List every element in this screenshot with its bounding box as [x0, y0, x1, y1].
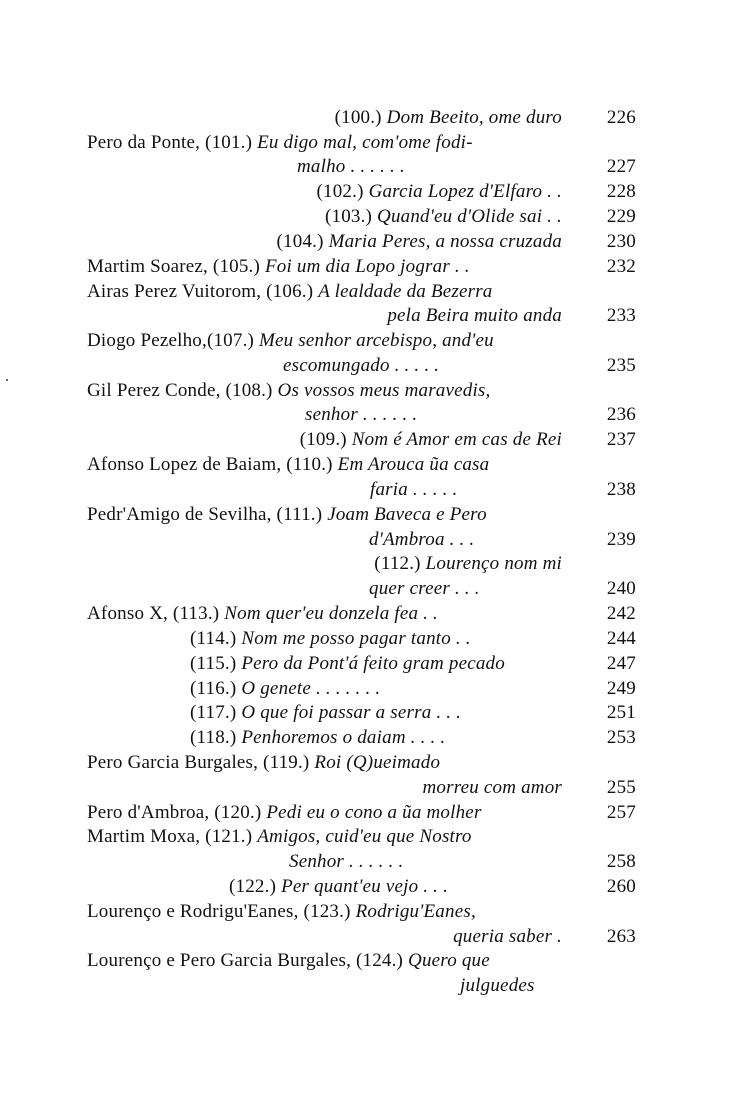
entry-title: Nom me posso pagar tanto . . — [241, 628, 471, 649]
entry-title: quer creer . . . — [369, 578, 480, 599]
toc-line — [0, 627, 749, 651]
entry-lead: (112.) — [374, 553, 426, 574]
toc-line — [0, 875, 749, 899]
entry-text — [190, 701, 461, 725]
entry-lead: Afonso X, (113.) — [87, 603, 225, 624]
page-number: 242 — [606, 603, 636, 624]
page-number: 247 — [606, 653, 636, 674]
entry-title: Pedi eu o cono a ũa molher — [266, 802, 482, 823]
page-number: 249 — [606, 678, 636, 699]
toc-line — [0, 379, 749, 403]
entry-lead: (118.) — [190, 727, 242, 748]
entry-text — [87, 825, 472, 849]
entry-title: Roi (Q)ueimado — [314, 752, 441, 773]
toc-line — [0, 776, 749, 800]
toc-line — [0, 280, 749, 304]
entry-text — [277, 230, 562, 254]
toc-line — [0, 528, 749, 552]
entry-title: Nom é Amor em cas de Rei — [351, 429, 562, 450]
entry-title: Quand'eu d'Olide sai . . — [377, 206, 562, 227]
entry-lead: Pero Garcia Burgales, (119.) — [87, 752, 315, 773]
toc-line — [0, 701, 749, 725]
toc-line — [0, 106, 749, 130]
entry-title: Dom Beeito, ome duro — [386, 107, 562, 128]
entry-lead: Lourenço e Pero Garcia Burgales, (124.) — [87, 950, 409, 971]
entry-title: O que foi passar a serra . . . — [241, 702, 462, 723]
entry-lead: Diogo Pezelho,(107.) — [87, 330, 259, 351]
entry-lead: (104.) — [276, 231, 329, 252]
entry-title: escomungado . . . . . — [283, 355, 440, 376]
entry-title: Lourenço nom mi — [425, 553, 562, 574]
toc-line — [0, 453, 749, 477]
toc-line — [0, 577, 749, 601]
entry-text — [87, 280, 493, 304]
entry-text — [335, 106, 562, 130]
toc-line — [0, 949, 749, 973]
entry-lead: (116.) — [190, 678, 242, 699]
entry-lead: (117.) — [190, 702, 242, 723]
toc-line — [0, 825, 749, 849]
page-number: 257 — [606, 802, 636, 823]
toc-line — [0, 974, 749, 998]
entry-text — [374, 552, 562, 576]
entry-title: Amigos, cuid'eu que Nostro — [257, 826, 472, 847]
entry-lead: Airas Perez Vuitorom, (106.) — [87, 281, 319, 302]
entry-lead: Gil Perez Conde, (108.) — [87, 380, 278, 401]
entry-lead: Martim Soarez, (105.) — [87, 256, 265, 277]
entry-title: faria . . . . . — [370, 479, 458, 500]
entry-title: Senhor . . . . . . — [289, 851, 404, 872]
entry-title: morreu com amor — [422, 777, 562, 798]
entry-text — [87, 131, 473, 155]
page-number: 255 — [606, 777, 636, 798]
page-number: 251 — [606, 702, 636, 723]
page-number: 227 — [606, 156, 636, 177]
entry-text — [87, 379, 490, 403]
page-number: 237 — [606, 429, 636, 450]
page-number: 228 — [606, 181, 636, 202]
entry-text — [229, 875, 448, 899]
entry-text — [190, 652, 505, 676]
toc-line — [0, 677, 749, 701]
entry-text — [87, 751, 440, 775]
toc-line — [0, 801, 749, 825]
toc-line — [0, 900, 749, 924]
toc-line — [0, 428, 749, 452]
entry-lead: Afonso Lopez de Baiam, (110.) — [87, 454, 338, 475]
page-number: 233 — [606, 305, 636, 326]
entry-title: Joam Baveca e Pero — [327, 504, 487, 525]
entry-lead: Pero da Ponte, (101.) — [87, 132, 258, 153]
entry-title: Os vossos meus maravedis, — [277, 380, 491, 401]
entry-lead: (103.) — [324, 206, 378, 227]
entry-lead: Martim Moxa, (121.) — [87, 826, 258, 847]
entry-text — [317, 180, 563, 204]
toc-line — [0, 255, 749, 279]
entry-text — [190, 677, 380, 701]
toc-line — [0, 155, 749, 179]
entry-text — [87, 255, 470, 279]
page-number: 260 — [606, 876, 636, 897]
toc-line — [0, 230, 749, 254]
entry-title: Em Arouca ũa casa — [337, 454, 490, 475]
toc-line — [0, 503, 749, 527]
entry-title: Foi um dia Lopo jograr . . — [265, 256, 470, 277]
entry-title: Pero da Pont'á feito gram pecado — [241, 653, 505, 674]
entry-lead: Pero d'Ambroa, (120.) — [87, 802, 267, 823]
page-number: 226 — [606, 107, 636, 128]
toc-line — [0, 925, 749, 949]
toc-line — [0, 726, 749, 750]
page-number: 263 — [606, 926, 636, 947]
page-number: 232 — [606, 256, 636, 277]
page-number: 238 — [606, 479, 636, 500]
entry-title: Rodrigu'Eanes, — [355, 901, 476, 922]
entry-text — [87, 329, 494, 353]
entry-title: Meu senhor arcebispo, and'eu — [259, 330, 494, 351]
entry-title: Per quant'eu vejo . . . — [281, 876, 449, 897]
entry-lead: Pedr'Amigo de Sevilha, (111.) — [87, 504, 328, 525]
entry-lead: Lourenço e Rodrigu'Eanes, (123.) — [87, 901, 356, 922]
entry-lead: (122.) — [229, 876, 282, 897]
toc-line — [0, 354, 749, 378]
toc-line — [0, 180, 749, 204]
toc-line — [0, 652, 749, 676]
entry-text — [325, 205, 562, 229]
entry-lead: (114.) — [190, 628, 242, 649]
entry-title: Nom quer'eu donzela fea . . — [224, 603, 438, 624]
page-number: 236 — [606, 404, 636, 425]
toc-line — [0, 602, 749, 626]
page-number: 229 — [606, 206, 636, 227]
entry-lead: (115.) — [190, 653, 242, 674]
toc-line — [0, 850, 749, 874]
entry-title: malho . . . . . . — [297, 156, 405, 177]
entry-text — [300, 428, 562, 452]
page-number: 235 — [606, 355, 636, 376]
entry-title: Penhoremos o daiam . . . . — [241, 727, 446, 748]
entry-title: pela Beira muito anda — [387, 305, 562, 326]
entry-title: d'Ambroa . . . — [369, 529, 475, 550]
entry-text — [190, 726, 445, 750]
entry-lead: (109.) — [299, 429, 352, 450]
entry-title: Quero que — [408, 950, 490, 971]
entry-title: A lealdade da Bezerra — [318, 281, 493, 302]
page-number: 253 — [606, 727, 636, 748]
page-number: 230 — [606, 231, 636, 252]
page-number: 240 — [606, 578, 636, 599]
page-number: 258 — [606, 851, 636, 872]
entry-text — [87, 503, 487, 527]
entry-lead: (102.) — [316, 181, 369, 202]
entry-title: O genete . . . . . . . — [241, 678, 381, 699]
toc-line — [0, 751, 749, 775]
entry-title: Garcia Lopez d'Elfaro . . — [368, 181, 562, 202]
page-number: 244 — [606, 628, 636, 649]
page-number: 239 — [606, 529, 636, 550]
toc-line — [0, 329, 749, 353]
toc-line — [0, 205, 749, 229]
entry-title: senhor . . . . . . — [305, 404, 418, 425]
toc-line — [0, 304, 749, 328]
entry-title: Eu digo mal, com'ome fodi- — [257, 132, 473, 153]
entry-text — [87, 602, 438, 626]
toc-line — [0, 403, 749, 427]
entry-title: queria saber . — [453, 926, 562, 947]
entry-text — [87, 949, 490, 973]
toc-line — [0, 478, 749, 502]
entry-lead: (100.) — [334, 107, 387, 128]
toc-line — [0, 552, 749, 576]
entry-title: julguedes — [460, 975, 535, 996]
entry-title: Maria Peres, a nossa cruzada — [328, 231, 562, 252]
entry-text — [87, 900, 476, 924]
toc-line — [0, 131, 749, 155]
entry-text — [190, 627, 471, 651]
entry-text — [87, 453, 489, 477]
entry-text — [87, 801, 482, 825]
